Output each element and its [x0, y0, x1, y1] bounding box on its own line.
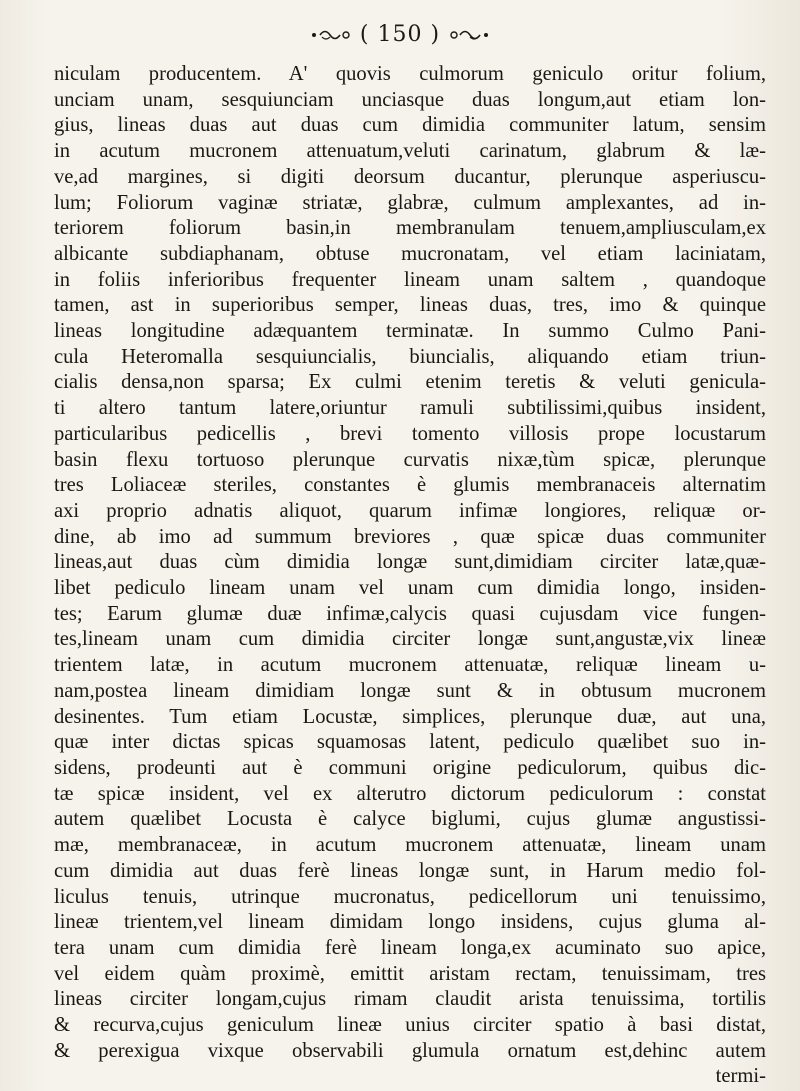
text-line: lineas circiter longam,cujus rimam claudit arista tenuissima, tortilis [54, 988, 766, 1011]
text-line: lineæ trientem,vel lineam dimidam longo insidens, cujus gluma al- [54, 911, 766, 934]
catchword: termi- [715, 1065, 766, 1088]
text-line: basin flexu tortuoso plerunque curvatis nixæ,tùm spicæ, plerunque [54, 448, 766, 471]
text-line: liculus tenuis, utrinque mucronatus, pedicellorum uni tenuissimo, [54, 885, 766, 908]
text-line: tæ spicæ insident, vel ex alterutro dictorum pediculorum : constat [54, 782, 766, 805]
text-line: & perexigua vixque observabili glumula ornatum est,dehinc autem [54, 1039, 766, 1062]
page-number: ( 150 ) [359, 22, 441, 47]
text-line: cum dimidia aut duas ferè lineas longæ sunt, in Harum medio fol- [54, 859, 766, 882]
text-line: albicante subdiaphanam, obtuse mucronatam, vel etiam laciniatam, [54, 242, 766, 265]
text-line: cula Heteromalla sesquiuncialis, biuncialis, aliquando etiam triun- [54, 345, 766, 368]
text-line: ti altero tantum latere,oriuntur ramuli subtilissimi,quibus insident, [54, 397, 766, 420]
text-line: dine, ab imo ad summum breviores , quæ spicæ duas communiter [54, 525, 766, 548]
text-line: nam,postea lineam dimidiam longæ sunt & in obtusum mucronem [54, 679, 766, 702]
text-line: quæ inter dictas spicas squamosas latent, pediculo quælibet suo in- [54, 731, 766, 754]
text-line: vel eidem quàm proximè, emittit aristam rectam, tenuissimam, tres [54, 962, 766, 985]
text-line: mæ, membranaceæ, in acutum mucronem attenuatæ, lineam unam [54, 834, 766, 857]
text-line: desinentes. Tum etiam Locustæ, simplices, plerunque duæ, aut una, [54, 705, 766, 728]
text-line: tres Loliaceæ steriles, constantes è glumis membranaceis alternatim [54, 474, 766, 497]
page-header [0, 22, 800, 47]
text-line: gius, lineas duas aut duas cum dimidia communiter latum, sensim [54, 114, 766, 137]
text-line: ve,ad margines, si digiti deorsum ducantur, plerunque asperiuscu- [54, 165, 766, 188]
text-line: in acutum mucronem attenuatum,veluti carinatum, glabrum & læ- [54, 140, 766, 163]
right-ornament-icon [448, 27, 490, 43]
text-line: niculam producentem. A' quovis culmorum geniculo oritur folium, [54, 63, 766, 85]
text-line: libet pediculo lineam unam vel unam cum dimidia longo, insiden- [54, 577, 766, 600]
left-ornament-icon [310, 27, 352, 43]
text-line: teriorem foliorum basin,in membranulam tenuem,ampliusculam,ex [54, 217, 766, 240]
text-line: tes,lineam unam cum dimidia circiter longæ sunt,angustæ,vix lineæ [54, 628, 766, 651]
text-line: axi proprio adnatis aliquot, quarum infimæ longiores, reliquæ or- [54, 499, 766, 522]
text-line: lum; Foliorum vaginæ striatæ, glabræ, culmum amplexantes, ad in- [54, 191, 766, 214]
text-line: cialis densa,non sparsa; Ex culmi etenim teretis & veluti genicula- [54, 371, 766, 394]
text-line: tamen, ast in superioribus semper, lineas duas, tres, imo & quinque [54, 294, 766, 317]
text-line: & recurva,cujus geniculum lineæ unius circiter spatio à basi distat, [54, 1014, 766, 1037]
text-line: unciam unam, sesquiunciam unciasque duas longum,aut etiam lon- [54, 88, 766, 111]
text-line: sidens, prodeunti aut è communi origine pediculorum, quibus dic- [54, 756, 766, 779]
text-line: lineas longitudine adæquantem terminatæ. In summo Culmo Pani- [54, 320, 766, 343]
text-line: particularibus pedicellis , brevi tomento villosis prope locustarum [54, 422, 766, 445]
text-line: lineas,aut duas cùm dimidia longæ sunt,dimidiam circiter latæ,quæ- [54, 551, 766, 574]
text-line: tera unam cum dimidia ferè lineam longa,ex acuminato suo apice, [54, 936, 766, 959]
text-line: in foliis inferioribus frequenter lineam unam saltem , quandoque [54, 268, 766, 291]
text-line: trientem latæ, in acutum mucronem attenuatæ, reliquæ lineam u- [54, 654, 766, 677]
text-line: autem quælibet Locusta è calyce biglumi, cujus glumæ angustissi- [54, 808, 766, 831]
body-text [54, 62, 766, 1090]
text-line: tes; Earum glumæ duæ infimæ,calycis quasi cujusdam vice fungen- [54, 602, 766, 625]
